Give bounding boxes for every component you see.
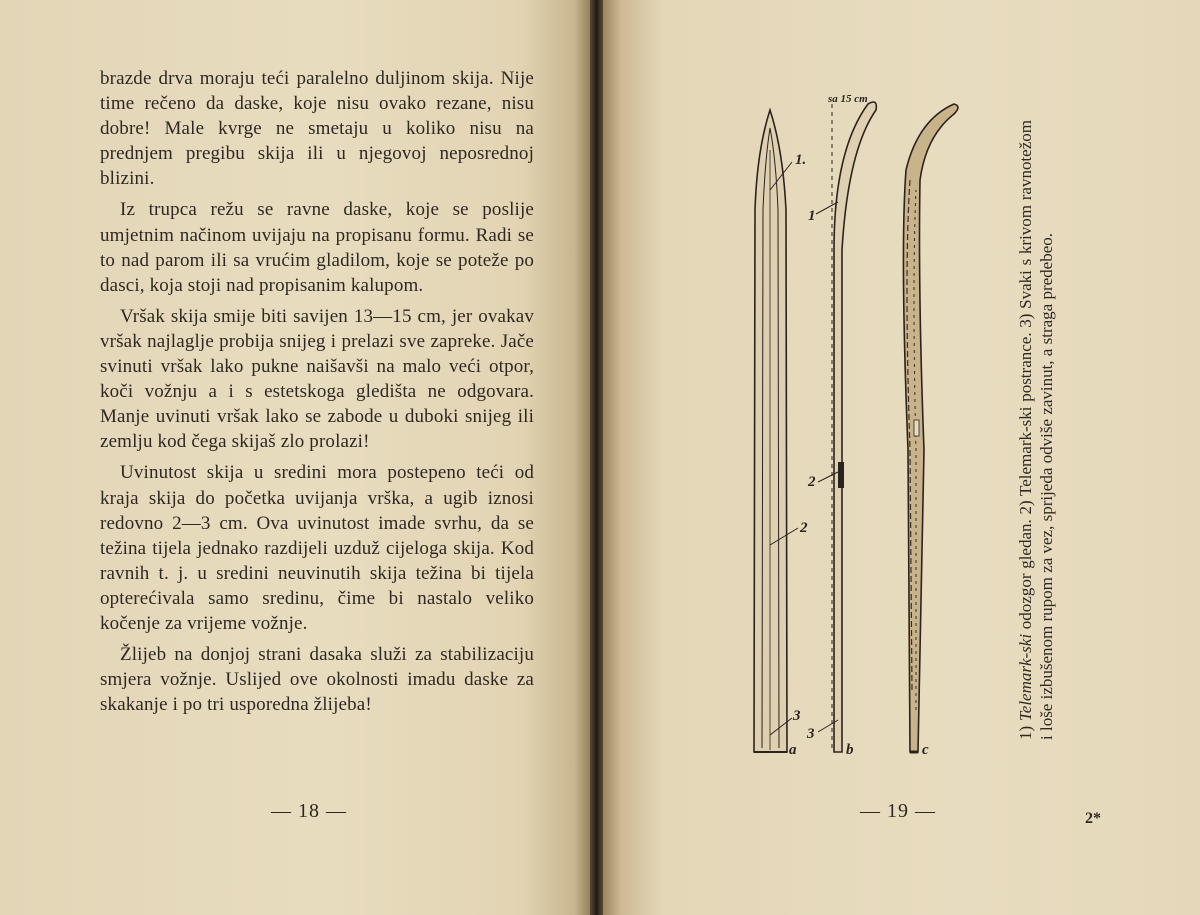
label-a: a xyxy=(789,742,797,758)
right-page-number: — 19 — xyxy=(860,800,936,822)
caption-rest: odozgor gledan. 2) Telemark-ski postrance. 3) Svaki s krivom ravnotežom i loše izbušenom rupom za vez, sprijeda odviše zavinut, a straga predebeo. xyxy=(1016,120,1056,740)
label-a-1: 1. xyxy=(795,152,807,168)
label-a-2: 2 xyxy=(800,520,808,536)
ski-drawings-svg xyxy=(740,90,980,770)
label-c: c xyxy=(922,742,929,758)
paragraph-1: brazde drva moraju teći paralelno duljinom skija. Nije time rečeno da daske, koje nisu ovako rezane, nisu dobre! Male kvrge ne smetaju u koliko nisu na prednjem pregibu skija ili u njegovoj neposrednoj blizini. xyxy=(100,68,534,190)
ski-b-side-view xyxy=(816,102,876,752)
caption-ski-name: Telemark-ski xyxy=(1016,633,1035,722)
paragraph-4: Uvinutost skija u sredini mora postepeno teći od kraja skija do početka uvijanja vrška, a ugib iznosi redovno 2—3 cm. Ova uvinutost imade svrhu, da se težina tijela jednako razdijeli uzduž cijeloga skija. Kod ravnih t. j. u sredini neuvinutih skija težina bi tijela opterećivala samo sredinu, čime bi nastalo veliko kočenje za vrijeme vožnje. xyxy=(100,462,534,634)
label-b-3: 3 xyxy=(807,726,815,742)
left-page-body-text xyxy=(100,66,534,723)
paragraph-3: Vršak skija smije biti savijen 13—15 cm, jer ovakav vršak najlaglje probija snijeg i prelazi sve zapreke. Jače svinuti vršak lako pukne naišavši na malo veći otpor, koči vožnju a i s estetskoga gledišta ne odgovara. Manje uvinuti vršak lako se zabode u duboki snijeg ili zemlju kod čega skijaš zlo prolazi! xyxy=(100,305,534,453)
ski-c-faulty xyxy=(903,104,958,752)
figure-caption xyxy=(1016,120,1116,740)
ski-a-top-view xyxy=(754,110,798,752)
left-page-number: — 18 — xyxy=(271,800,347,822)
label-b-2: 2 xyxy=(808,474,816,490)
left-page xyxy=(0,0,592,915)
ski-illustration xyxy=(740,90,980,770)
label-top-note: sa 15 cm xyxy=(828,93,868,105)
paragraph-2: Iz trupca režu se ravne daske, koje se poslije umjetnim načinom uvijaju na propisanu formu. Radi se to nad parom ili sa vrućim gladilom, koje se poteže po dasci, koja stoji nad propisanim kalupom. xyxy=(100,199,534,296)
signature-mark: 2* xyxy=(1085,810,1101,827)
label-a-3: 3 xyxy=(793,708,801,724)
label-b: b xyxy=(846,742,854,758)
label-b-1: 1 xyxy=(808,208,816,224)
caption-number: 1) xyxy=(1016,721,1035,740)
paragraph-5: Žlijeb na donjoj strani dasaka služi za stabilizaciju smjera vožnje. Uslijed ove okolnosti imadu daske za skakanje i po tri usporedna žlijeba! xyxy=(100,644,534,716)
figure-caption-area xyxy=(1000,120,1100,740)
